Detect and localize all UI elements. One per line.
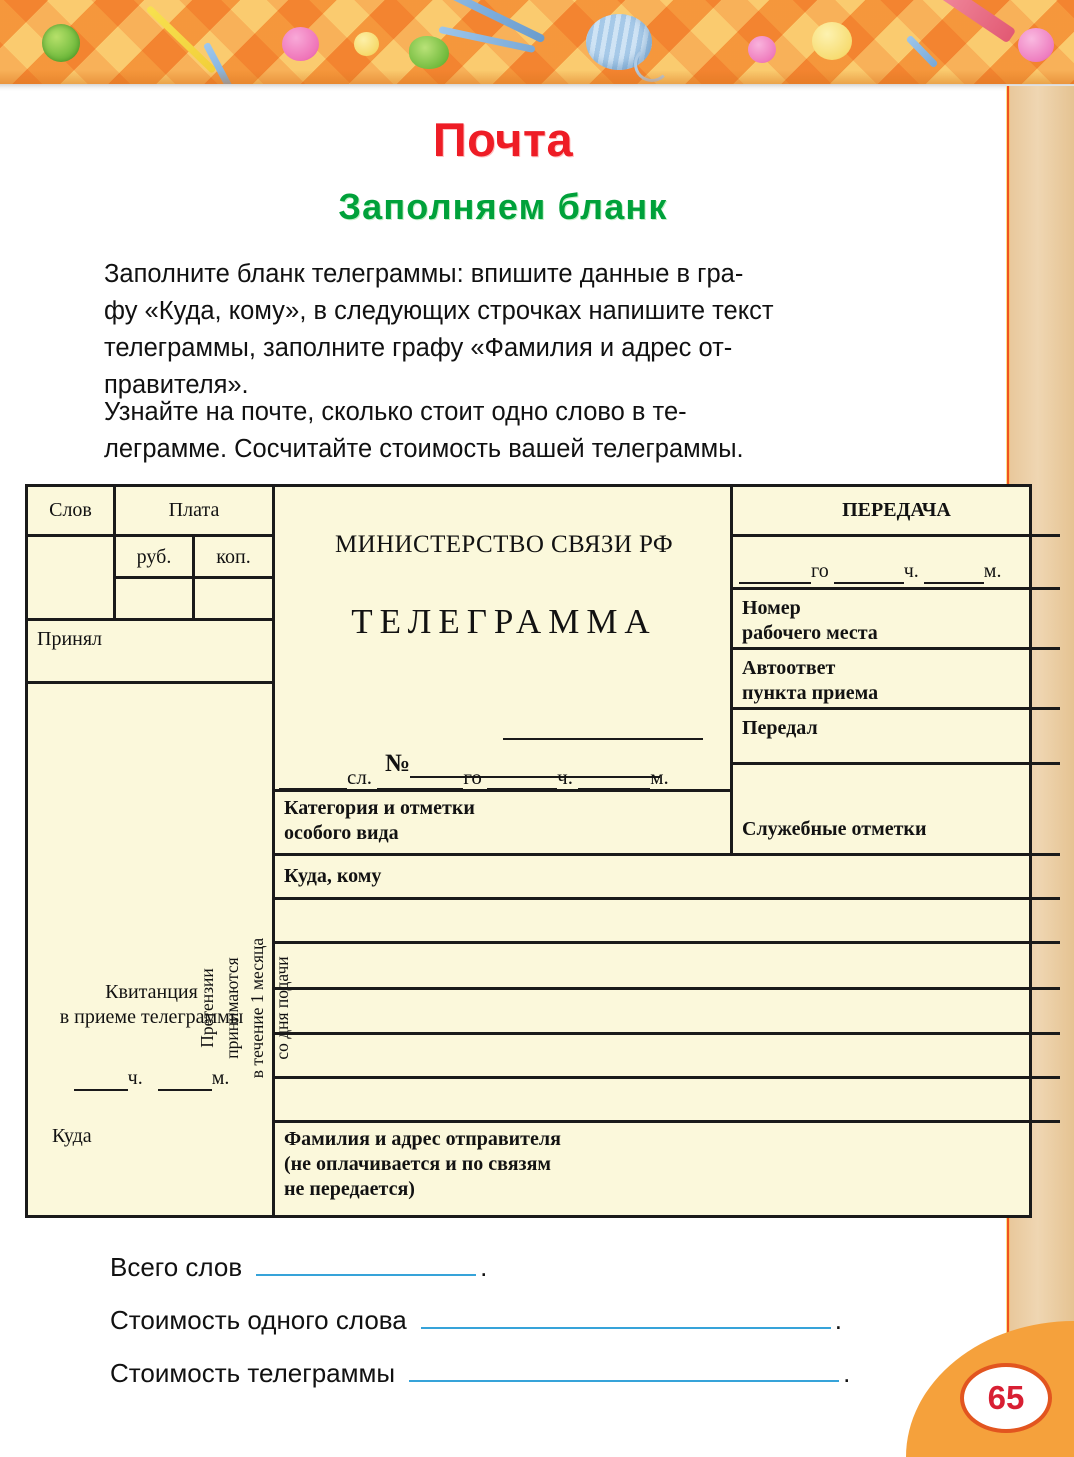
words-header-label: Слов: [49, 499, 92, 521]
form-cell-message-line-2[interactable]: [275, 944, 1060, 990]
form-cell-service-marks[interactable]: [733, 765, 1060, 856]
rubles-label: руб.: [136, 546, 172, 568]
price-per-word-period: .: [834, 1305, 842, 1335]
form-cell-category[interactable]: [275, 792, 733, 856]
price-per-word-input[interactable]: [421, 1326, 831, 1329]
yellow-button-icon: [812, 22, 852, 60]
form-cell-rubles-value[interactable]: [116, 579, 195, 621]
form-cell-telegram-header: [275, 487, 733, 792]
kopecks-label: коп.: [216, 546, 251, 568]
autoreply-label-line2: пункта приема: [742, 682, 879, 704]
price-per-word-label: Стоимость одного слова: [110, 1305, 407, 1335]
category-label-line2: особого вида: [284, 822, 399, 844]
claims-line2: принимаются: [222, 957, 242, 1059]
total-words-row: [110, 1252, 487, 1283]
form-cell-words-header: [28, 487, 116, 537]
green-clamp-icon: [409, 36, 449, 69]
para2-line2: леграмме. Сосчитайте стоимость вашей телеграммы.: [104, 435, 744, 463]
payment-header-label: Плата: [168, 499, 220, 521]
para2-line1: Узнайте на почте, сколько стоит одно слово в те-: [104, 398, 687, 426]
form-cell-receipt: [28, 684, 292, 1215]
intro-paragraph-1: [104, 256, 930, 404]
form-cell-words-value[interactable]: [28, 537, 116, 621]
para1-line4: правителя».: [104, 371, 249, 399]
receipt-minutes-label: м.: [211, 1067, 230, 1089]
telegram-datetime-field[interactable]: [279, 765, 729, 790]
autoreply-label-line1: Автоответ: [742, 657, 836, 679]
form-cell-message-line-4[interactable]: [275, 1035, 1060, 1079]
border-shading: [0, 70, 1074, 84]
claims-line4: со дня подачи: [272, 956, 292, 1060]
claims-line3: в течение 1 месяца: [247, 937, 267, 1079]
form-cell-accepted-by[interactable]: [28, 621, 275, 684]
green-button-icon: [42, 24, 80, 62]
border-bottom-edge: [0, 84, 1074, 91]
telegram-title: ТЕЛЕГРАММА: [351, 602, 657, 641]
right-minutes-label: м.: [983, 560, 1002, 582]
section-title: Заполняем бланк: [338, 186, 668, 227]
pink-button-right-icon: [1018, 28, 1054, 62]
receipt-where-label: Куда: [52, 1125, 92, 1147]
service-marks-label: Служебные отметки: [742, 818, 927, 840]
form-cell-transmission-header: [733, 487, 1060, 537]
total-words-label: Всего слов: [110, 1252, 243, 1282]
ministry-title: МИНИСТЕРСТВО СВЯЗИ РФ: [335, 531, 673, 558]
form-cell-sender[interactable]: [275, 1123, 1060, 1215]
page-title: Почта: [432, 113, 574, 166]
yellow-button-small-icon: [354, 32, 379, 56]
form-cell-transmitted-by[interactable]: [733, 710, 1060, 765]
telegram-cost-row: [110, 1358, 850, 1389]
number-sign: №: [385, 750, 411, 777]
transmission-label: ПЕРЕДАЧА: [842, 499, 951, 521]
form-cell-kopecks-header: [195, 537, 275, 579]
form-cell-autoreply[interactable]: [733, 650, 1060, 710]
workplace-label-line2: рабочего места: [742, 622, 878, 644]
pink-button-small-icon: [748, 36, 776, 63]
form-cell-message-line-5[interactable]: [275, 1079, 1060, 1123]
para1-line3: телеграммы, заполните графу «Фамилия и адрес от-: [104, 334, 733, 362]
telegram-cost-period: .: [843, 1358, 851, 1388]
sender-label-line1: Фамилия и адрес отправителя: [284, 1128, 561, 1150]
receipt-title-line2: в приеме телеграммы: [59, 1006, 244, 1028]
form-cell-workplace-number[interactable]: [733, 590, 1060, 650]
receipt-hours-label: ч.: [127, 1067, 143, 1089]
sender-label-line2: (не оплачивается и по связям: [284, 1153, 552, 1175]
page-number-badge: 65: [960, 1363, 1052, 1433]
telegram-form: [25, 484, 1032, 1218]
right-date-suffix-label: го: [811, 560, 829, 582]
category-label-line1: Категория и отметки: [284, 797, 475, 819]
total-words-input[interactable]: [256, 1273, 476, 1276]
form-cell-to-whom[interactable]: [275, 856, 1060, 900]
form-cell-message-line-1[interactable]: [275, 900, 1060, 944]
form-cell-rubles-header: [116, 537, 195, 579]
accepted-label: Принял: [37, 628, 103, 650]
telegram-cost-label: Стоимость телеграммы: [110, 1358, 396, 1388]
form-cell-transmission-time[interactable]: [733, 537, 1060, 590]
para1-line2: фу «Куда, кому», в следующих строчках напишите текст: [104, 297, 774, 325]
transmitted-by-label: Передал: [742, 717, 818, 739]
right-hours-label: ч.: [903, 560, 919, 582]
para1-line1: Заполните бланк телеграммы: впишите данные в гра-: [104, 260, 744, 288]
to-whom-label: Куда, кому: [284, 865, 382, 887]
claims-line1: Претензии: [197, 968, 217, 1048]
pink-button-icon: [282, 27, 319, 61]
sender-label-line3: не передается): [284, 1178, 415, 1200]
words-abbr-label: сл.: [347, 765, 373, 789]
total-words-period: .: [480, 1252, 488, 1282]
telegram-cost-input[interactable]: [409, 1379, 839, 1382]
intro-paragraph-2: [104, 394, 930, 468]
receipt-title-line1: Квитанция: [105, 981, 198, 1003]
date-suffix-label: го: [463, 765, 482, 789]
workplace-label-line1: Номер: [742, 597, 801, 619]
decorative-top-border: [0, 0, 1074, 84]
center-minutes-label: м.: [650, 765, 669, 789]
form-cell-message-line-3[interactable]: [275, 990, 1060, 1035]
form-cell-payment-header: [116, 487, 275, 537]
center-hours-label: ч.: [557, 765, 573, 789]
price-per-word-row: [110, 1305, 842, 1336]
form-cell-kopecks-value[interactable]: [195, 579, 275, 621]
